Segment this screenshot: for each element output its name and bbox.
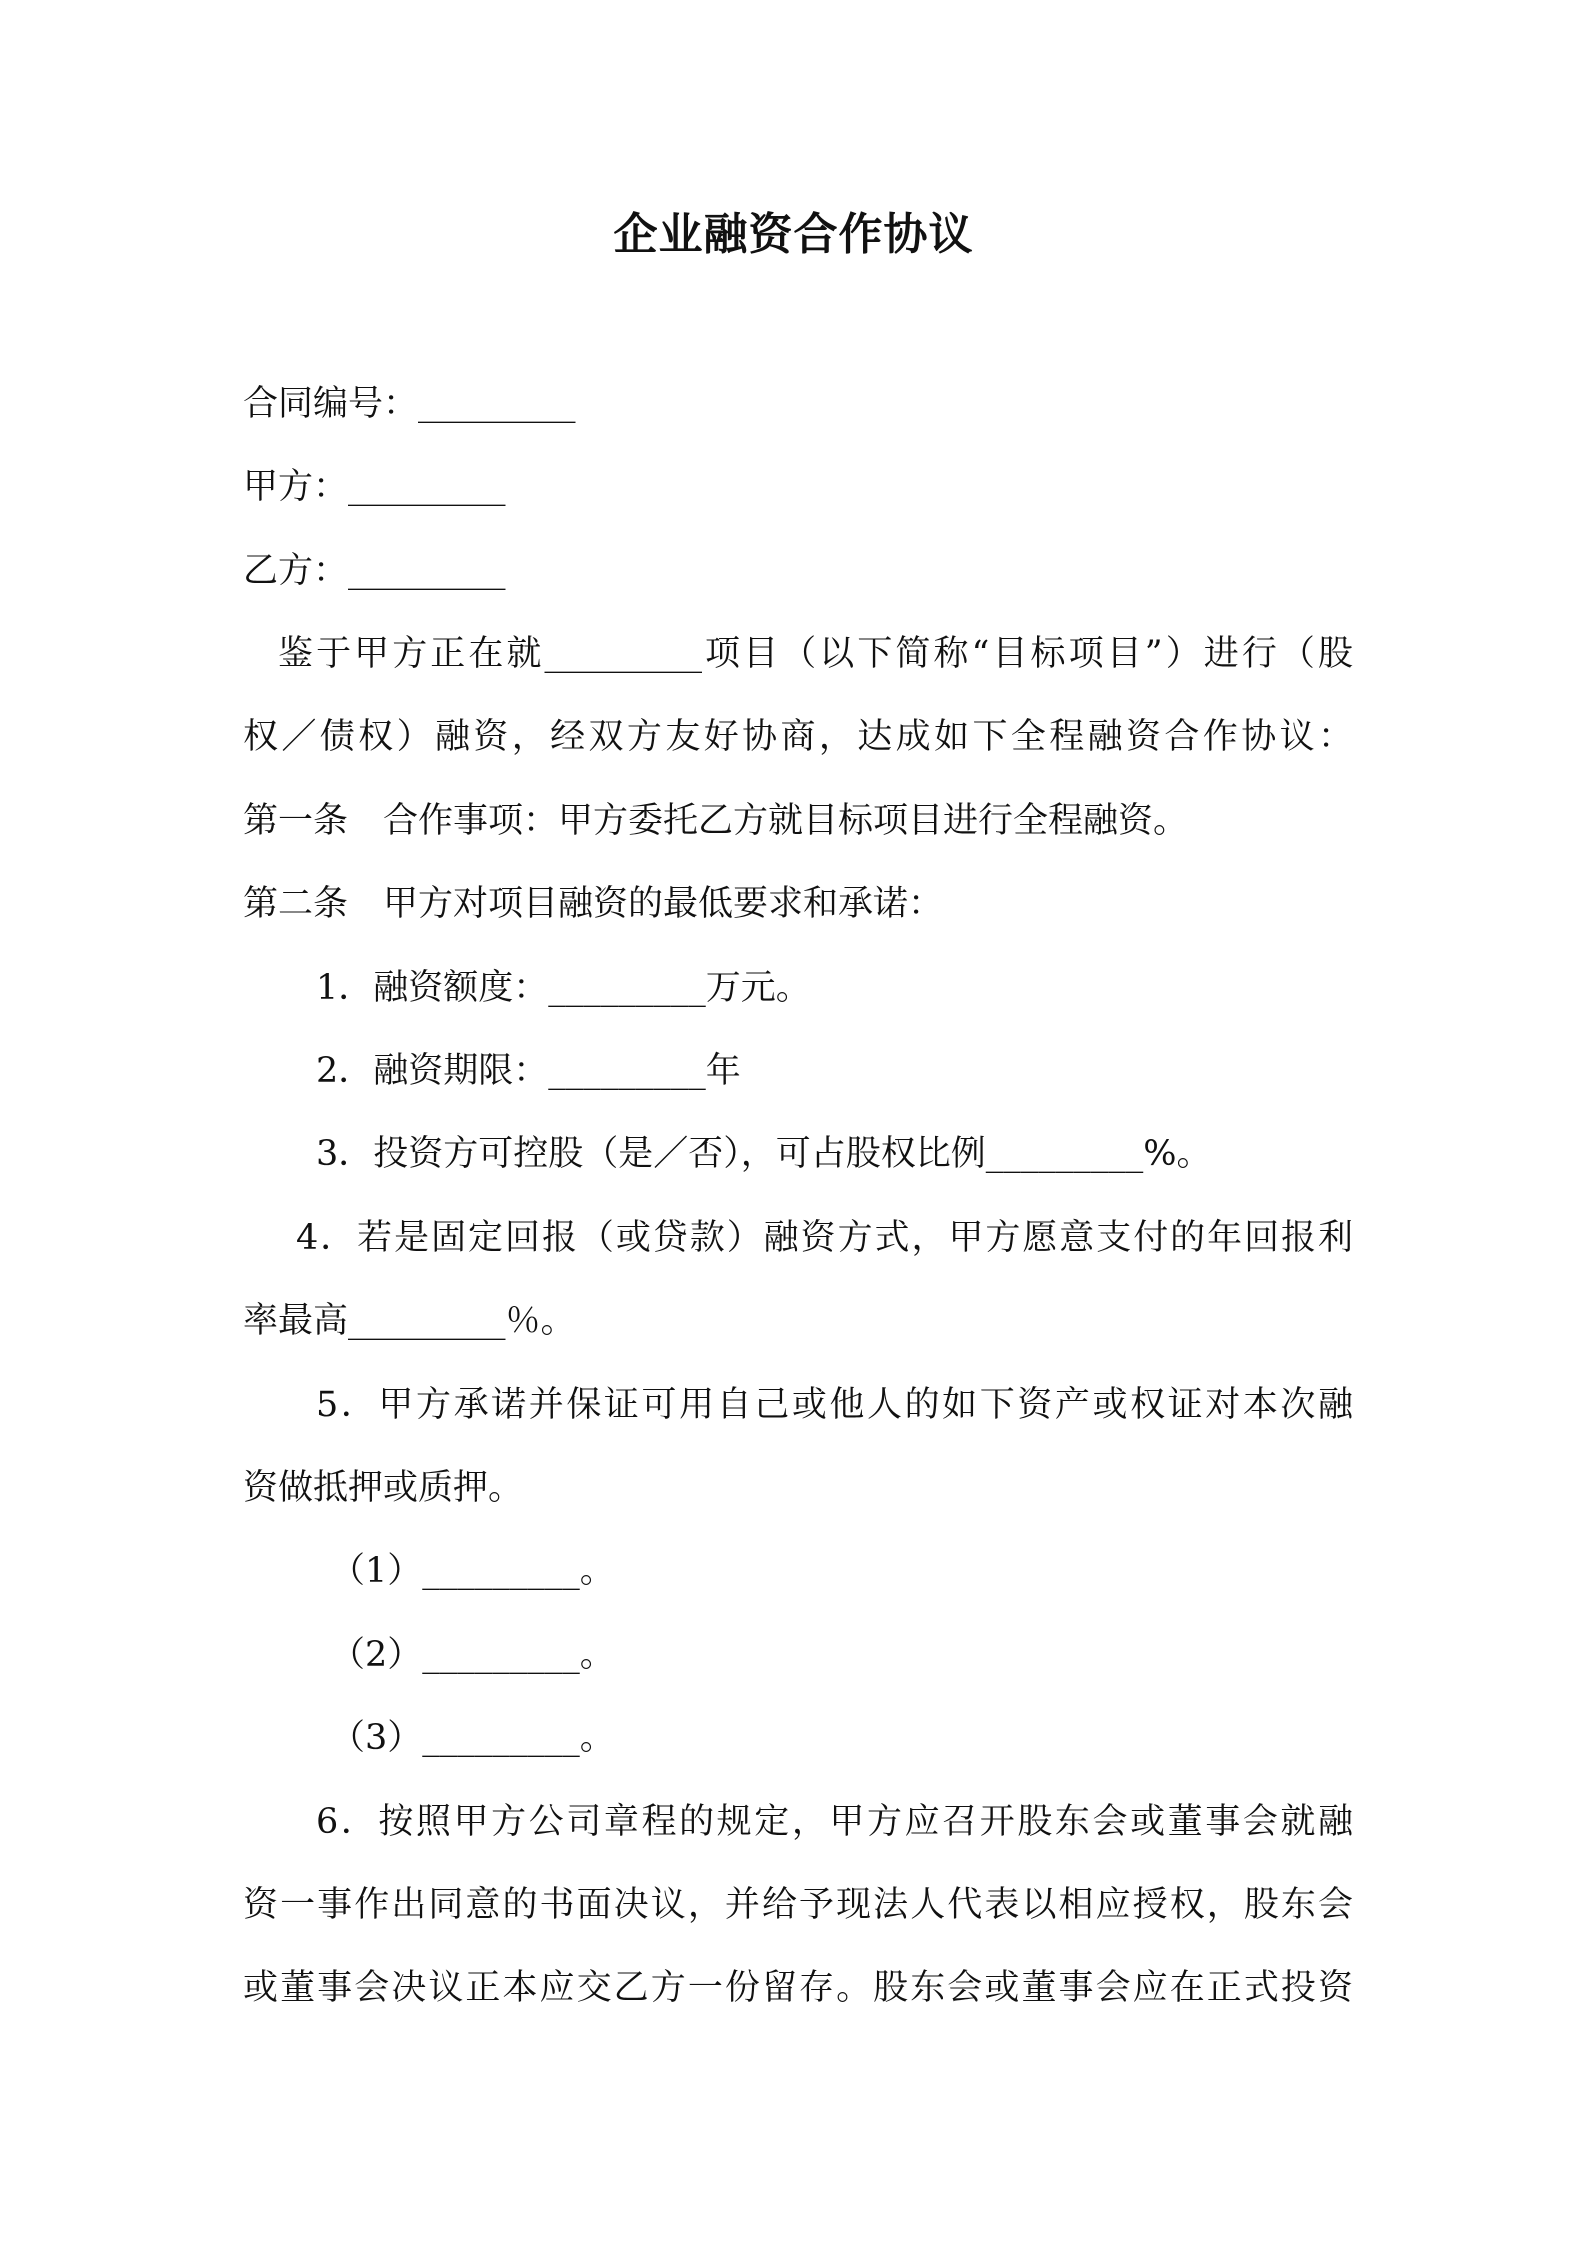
party-a-line: 甲方：_________ <box>243 467 506 507</box>
article-one: 第一条 合作事项：甲方委托乙方就目标项目进行全程融资。 <box>243 801 1189 841</box>
collateral-item-2: （2）_________。 <box>330 1635 615 1675</box>
item-4-line-2: 率最高_________％。 <box>243 1301 576 1341</box>
document-title: 企业融资合作协议 <box>613 209 974 260</box>
preamble-line-2: 权／债权）融资，经双方友好协商，达成如下全程融资合作协议： <box>243 717 1353 757</box>
item-6-line-3: 或董事会决议正本应交乙方一份留存。股东会或董事会应在正式投资 <box>243 1968 1353 2008</box>
item-5-line-1: 5．甲方承诺并保证可用自己或他人的如下资产或权证对本次融 <box>316 1385 1353 1425</box>
item-2-financing-term: 2．融资期限：_________年 <box>316 1051 741 1091</box>
preamble-line-1: 鉴于甲方正在就_________项目（以下简称“目标项目”）进行（股 <box>278 634 1353 674</box>
item-1-financing-amount: 1．融资额度：_________万元。 <box>316 968 811 1008</box>
party-b-line: 乙方：_________ <box>243 551 506 591</box>
item-4-line-1: 4．若是固定回报（或贷款）融资方式，甲方愿意支付的年回报利 <box>296 1218 1353 1258</box>
item-6-line-1: 6．按照甲方公司章程的规定，甲方应召开股东会或董事会就融 <box>316 1802 1353 1842</box>
item-5-line-2: 资做抵押或质押。 <box>243 1468 524 1508</box>
collateral-item-1: （1）_________。 <box>330 1551 615 1591</box>
item-6-line-2: 资一事作出同意的书面决议，并给予现法人代表以相应授权，股东会 <box>243 1885 1353 1925</box>
article-two-heading: 第二条 甲方对项目融资的最低要求和承诺： <box>243 884 944 924</box>
collateral-item-3: （3）_________。 <box>330 1718 615 1758</box>
contract-number-line: 合同编号：_________ <box>243 384 576 424</box>
item-3-controlling-stake: 3．投资方可控股（是／否），可占股权比例_________%。 <box>316 1134 1212 1174</box>
